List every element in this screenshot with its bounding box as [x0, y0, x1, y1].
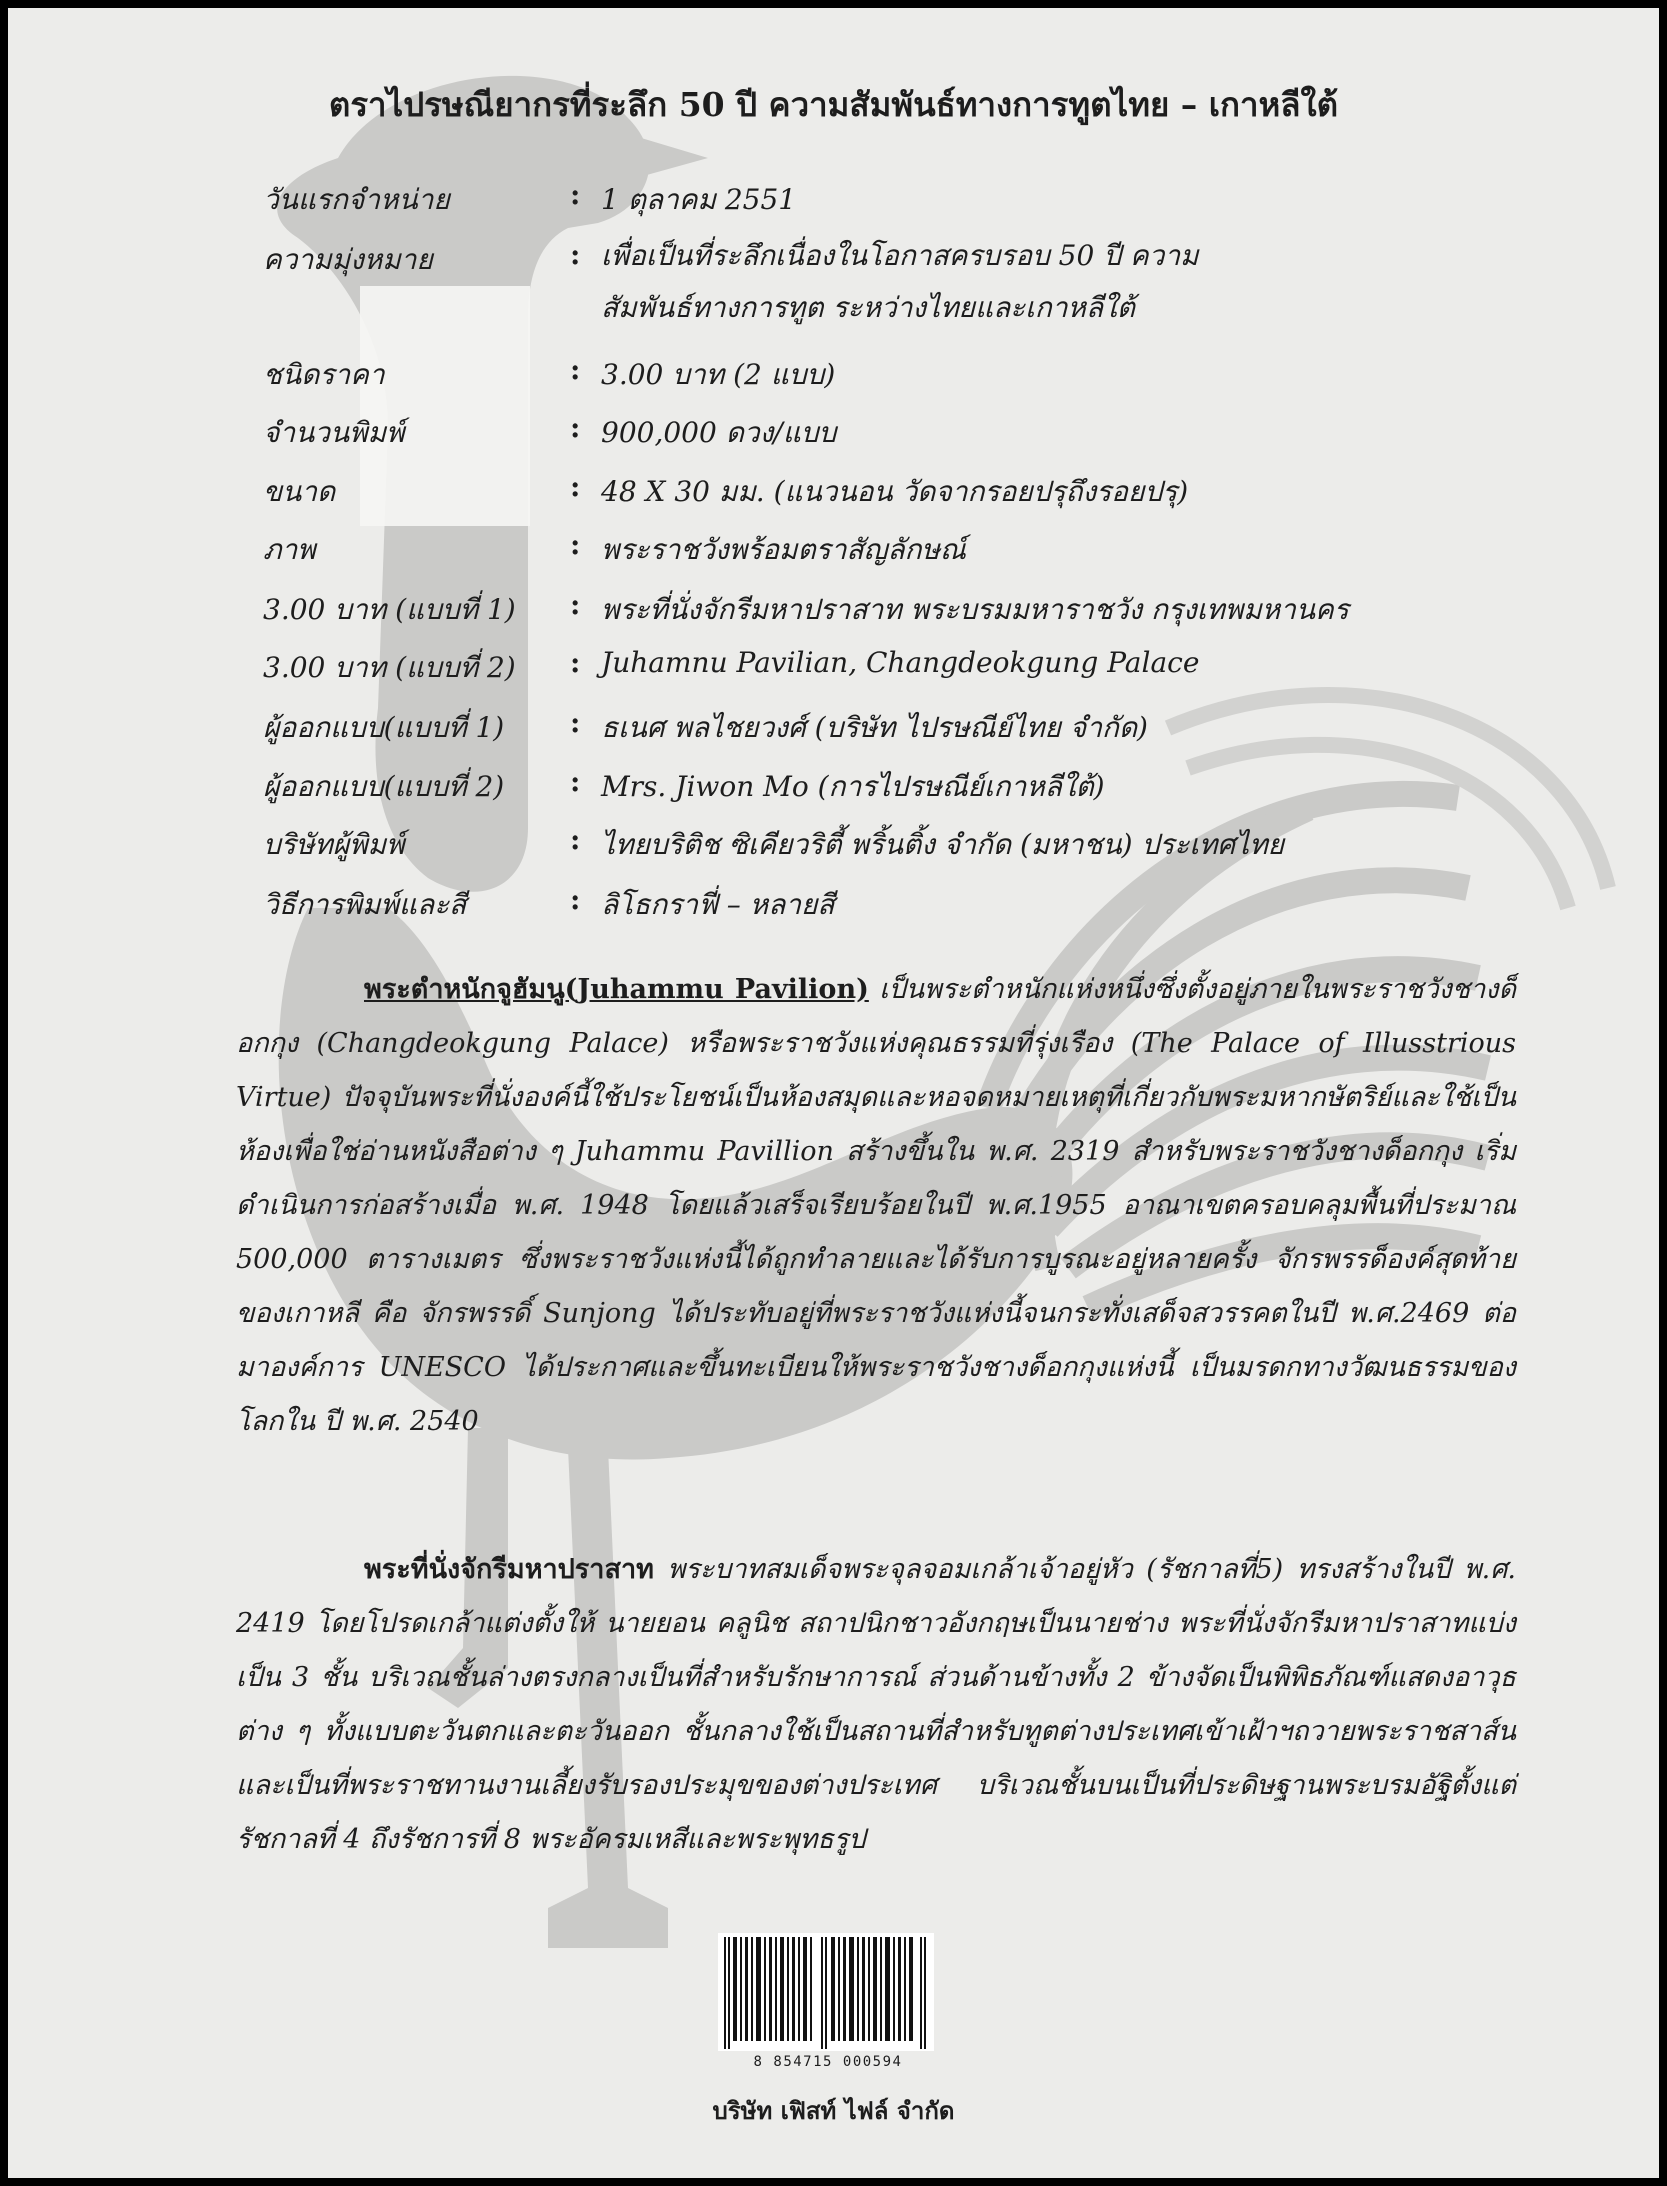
detail-value: 48 X 30 มม. (แนวนอน วัดจากรอยปรุถึงรอยปรุ) — [601, 475, 1189, 508]
page-title: ตราไปรษณียากรที่ระลึก 50 ปี ความสัมพันธ์ทางการทูตไทย – เกาหลีใต้ — [328, 85, 1339, 124]
colon-separator: : — [570, 470, 581, 503]
detail-value: Mrs. Jiwon Mo (การไปรษณีย์เกาหลีใต้) — [601, 770, 1105, 803]
detail-value: 900,000 ดวง/แบบ — [601, 416, 837, 449]
colon-separator: : — [570, 178, 581, 211]
juhammu-paragraph — [236, 963, 1516, 1449]
detail-value: ธเนศ พลไชยวงศ์ (บริษัท ไปรษณีย์ไทย จำกัด) — [601, 711, 1148, 744]
detail-label: 3.00 บาท (แบบที่ 2) — [263, 651, 516, 684]
paragraph-heading: พระที่นั่งจักรีมหาปราสาท — [364, 1554, 654, 1585]
detail-value: เพื่อเป็นที่ระลึกเนื่องในโอกาสครบรอบ 50 ปี ความสัมพันธ์ทางการทูต ระหว่างไทยและเกาหลีใต้ — [601, 239, 1199, 324]
colon-separator: : — [570, 646, 581, 679]
detail-value: ไทยบริติช ซิเคียวริตี้ พริ้นติ้ง จำกัด (มหาชน) ประเทศไทย — [601, 828, 1285, 861]
detail-label: ผู้ออกแบบ(แบบที่ 2) — [263, 770, 505, 803]
paragraph-heading: พระตำหนักจูฮัมนู(Juhammu Pavilion) — [364, 974, 869, 1005]
stamp-info-sheet — [8, 8, 1659, 2178]
detail-label: ภาพ — [263, 533, 316, 566]
detail-value: 1 ตุลาคม 2551 — [601, 183, 797, 216]
paragraph-text: พระบาทสมเด็จพระจุลจอมเกล้าเจ้าอยู่หัว (รัชกาลที่5) ทรงสร้างในปี พ.ศ. 2419 โดยโปรดเกล้าแต่งตั้งให้ นายยอน คลูนิช สถาปนิกชาวอังกฤษเป็นนายช่าง พระที่นั่งจักรีมหาปราสาทแบ่งเป็น 3 ชั้น บริเวณชั้นล่างตรงกลางเป็นที่สำหรับรักษาการณ์ ส่วนด้านข้างทั้ง 2 ข้างจัดเป็นพิพิธภัณฑ์แสดงอาวุธต่าง ๆ ทั้งแบบตะวันตกและตะวันออก ชั้นกลางใช้เป็นสถานที่สำหรับทูตต่างประเทศเข้าเฝ้าฯถวายพระราชสาส์น และเป็นที่พระราชทานงานเลี้ยงรับรองประมุขของต่างประเทศ บริเวณชั้นบนเป็นที่ประดิษฐานพระบรมอัฐิตั้งแต่รัชกาลที่ 4 ถึงรัชการที่ 8 พระอัครมเหสีและพระพุทธรูป — [236, 1554, 1516, 1855]
detail-value: ลิโธกราฟี่ – หลายสี — [601, 888, 835, 921]
publisher-name: บริษัท เฟิสท์ ไฟล์ จำกัด — [712, 2096, 955, 2125]
colon-separator: : — [570, 353, 581, 386]
detail-value: Juhamnu Pavilian, Changdeokgung Palace — [601, 646, 1200, 679]
detail-label: ผู้ออกแบบ(แบบที่ 1) — [263, 711, 505, 744]
detail-label: วันแรกจำหน่าย — [263, 183, 450, 216]
paragraph-text: เป็นพระตำหนักแห่งหนึ่งซึ่งตั้งอยู่ภายในพระราชวังชางด็อกกุง (Changdeokgung Palace) หรือพระราชวังแห่งคุณธรรมที่รุ่งเรือง (The Palace of Illusstrious Virtue) ปัจจุบันพระที่นั่งองค์นี้ใช้ประโยชน์เป็นห้องสมุดและหอจดหมายเหตุที่เกี่ยวกับพระมหากษัตริย์และใช้เป็นห้องเพื่อใช่อ่านหนังสือต่าง ๆ Juhammu Pavillion สร้างขึ้นใน พ.ศ. 2319 สำหรับพระราชวังชางด็อกกุง เริ่มดำเนินการก่อสร้างเมื่อ พ.ศ. 1948 โดยแล้วเสร็จเรียบร้อยในปี พ.ศ.1955 อาณาเขตครอบคลุมพื้นที่ประมาณ 500,000 ตารางเมตร ซึ่งพระราชวังแห่งนี้ได้ถูกทำลายและได้รับการบูรณะอยู่หลายครั้ง จักรพรรด็องค์สุดท้ายของเกาหลี คือ จักรพรรดิ์ Sunjong ได้ประทับอยู่ที่พระราชวังแห่งนี้จนกระทั่งเสด็จสวรรคตในปี พ.ศ.2469 ต่อมาองค์การ UNESCO ได้ประกาศและขึ้นทะเบียนให้พระราชวังชางด็อกกุงแห่งนี้ เป็นมรดกทางวัฒนธรรมของโลกใน ปี พ.ศ. 2540 — [236, 974, 1516, 1437]
colon-separator: : — [570, 823, 581, 856]
detail-value: พระราชวังพร้อมตราสัญลักษณ์ — [601, 533, 966, 566]
detail-label: ชนิดราคา — [263, 358, 385, 391]
detail-label: 3.00 บาท (แบบที่ 1) — [263, 593, 516, 626]
detail-value: 3.00 บาท (2 แบบ) — [601, 358, 836, 391]
colon-separator: : — [570, 411, 581, 444]
detail-label: บริษัทผู้พิมพ์ — [263, 828, 405, 861]
colon-separator: : — [570, 238, 581, 271]
detail-label: ความมุ่งหมาย — [263, 243, 433, 276]
detail-label: จำนวนพิมพ์ — [263, 416, 405, 449]
colon-separator: : — [570, 883, 581, 916]
colon-separator: : — [570, 588, 581, 621]
barcode-number: 8 854715 000594 — [753, 2054, 903, 2070]
detail-label: วิธีการพิมพ์และสี — [263, 888, 467, 921]
detail-value: พระที่นั่งจักรีมหาปราสาท พระบรมมหาราชวัง กรุงเทพมหานคร — [601, 593, 1349, 626]
colon-separator: : — [570, 706, 581, 739]
colon-separator: : — [570, 765, 581, 798]
chakri-paragraph — [236, 1543, 1516, 1867]
colon-separator: : — [570, 528, 581, 561]
detail-label: ขนาด — [263, 475, 336, 508]
barcode-icon — [718, 1933, 934, 2051]
